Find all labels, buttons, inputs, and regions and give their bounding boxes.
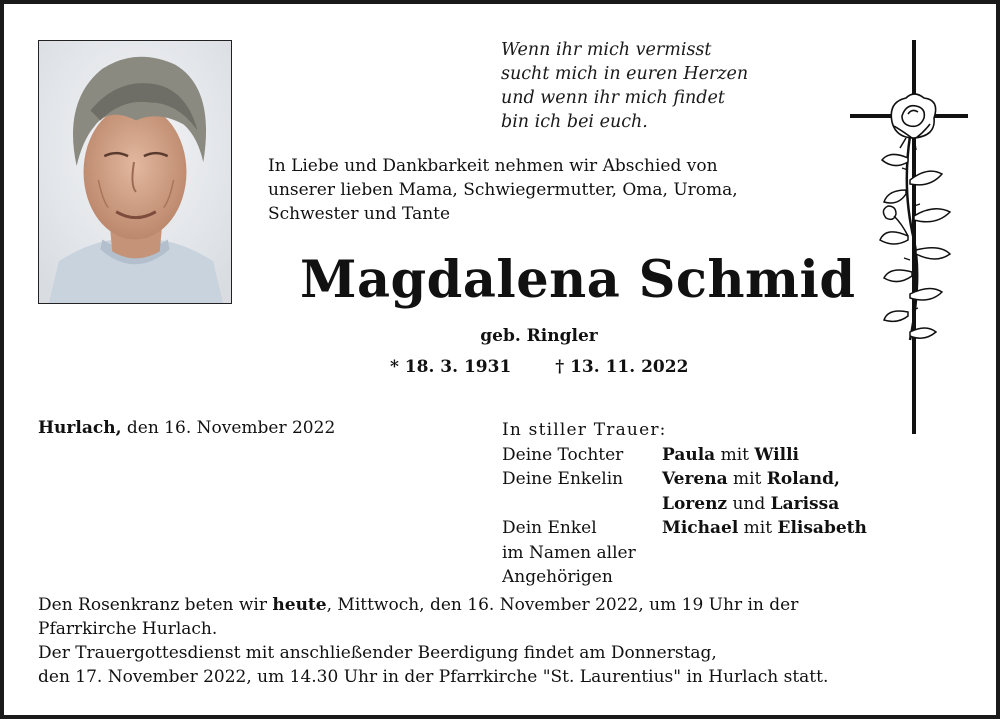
deceased-name: Magdalena Schmid bbox=[300, 250, 856, 310]
mourner-name: Lorenz bbox=[662, 493, 728, 514]
mourner-names bbox=[662, 516, 867, 541]
rosary-line bbox=[38, 593, 828, 617]
mourner-connector: mit bbox=[715, 444, 755, 465]
mourner-role bbox=[502, 492, 662, 517]
intro-line: Schwester und Tante bbox=[268, 204, 451, 224]
mourner-name: Verena bbox=[662, 469, 728, 489]
footer-text: , Mittwoch, den 16. November 2022, um 19 Uhr in der bbox=[326, 595, 799, 615]
mourner-row bbox=[502, 467, 867, 492]
mourner-names bbox=[662, 492, 839, 517]
poem-line: bin ich bei euch. bbox=[501, 112, 648, 132]
mourner-name: Roland, bbox=[766, 469, 840, 489]
mourner-connector: und bbox=[727, 493, 771, 514]
mourner-row bbox=[502, 443, 867, 468]
birth-date: * 18. 3. 1931 bbox=[390, 357, 512, 377]
service-info bbox=[38, 593, 828, 689]
portrait-photo bbox=[38, 40, 232, 304]
footer-line: den 17. November 2022, um 14.30 Uhr in der Pfarrkirche "St. Laurentius" in Hurlach statt. bbox=[38, 667, 829, 687]
memorial-poem bbox=[501, 38, 748, 134]
mourner-connector: mit bbox=[727, 469, 767, 489]
intro-line: unserer lieben Mama, Schwiegermutter, Oma, Uroma, bbox=[268, 180, 738, 200]
mourner-row bbox=[502, 516, 867, 541]
extra-line: im Namen aller bbox=[502, 542, 636, 563]
poem-line: Wenn ihr mich vermisst bbox=[501, 40, 712, 60]
mourner-names bbox=[662, 443, 799, 468]
place-date: den 16. November 2022 bbox=[121, 418, 336, 438]
footer-line: Der Trauergottesdienst mit anschließender Beerdigung findet am Donnerstag, bbox=[38, 643, 717, 663]
farewell-intro bbox=[268, 154, 738, 226]
extra-line: Angehörigen bbox=[502, 567, 613, 587]
mourner-name: Paula bbox=[662, 444, 716, 465]
intro-line: In Liebe und Dankbarkeit nehmen wir Abschied von bbox=[268, 156, 718, 176]
maiden-name: geb. Ringler bbox=[480, 326, 598, 346]
place-and-date bbox=[38, 418, 335, 438]
mourner-rows bbox=[502, 443, 867, 541]
mourners-list bbox=[502, 418, 867, 590]
mourner-name: Willi bbox=[754, 444, 800, 465]
mourner-names bbox=[662, 467, 840, 492]
mourner-role: Dein Enkel bbox=[502, 518, 597, 538]
mourner-name: Larissa bbox=[770, 493, 840, 514]
mourner-row bbox=[502, 492, 867, 517]
mourner-role: Deine Tochter bbox=[502, 444, 624, 465]
place-city: Hurlach, bbox=[38, 418, 122, 438]
poem-line: sucht mich in euren Herzen bbox=[501, 64, 749, 84]
mourner-name: Elisabeth bbox=[777, 518, 867, 538]
cross-with-rose-icon bbox=[850, 40, 968, 436]
death-date: † 13. 11. 2022 bbox=[555, 357, 689, 377]
mourner-role: Deine Enkelin bbox=[502, 469, 624, 489]
footer-text: Den Rosenkranz beten wir bbox=[38, 595, 273, 615]
mourners-heading: In stiller Trauer: bbox=[502, 420, 667, 440]
mourner-name: Michael bbox=[662, 518, 739, 538]
life-dates bbox=[390, 357, 688, 377]
footer-line: Pfarrkirche Hurlach. bbox=[38, 619, 218, 639]
footer-emphasis: heute bbox=[272, 595, 327, 615]
mourner-connector: mit bbox=[738, 518, 778, 538]
poem-line: und wenn ihr mich findet bbox=[501, 88, 725, 108]
mourners-extra bbox=[502, 541, 867, 590]
